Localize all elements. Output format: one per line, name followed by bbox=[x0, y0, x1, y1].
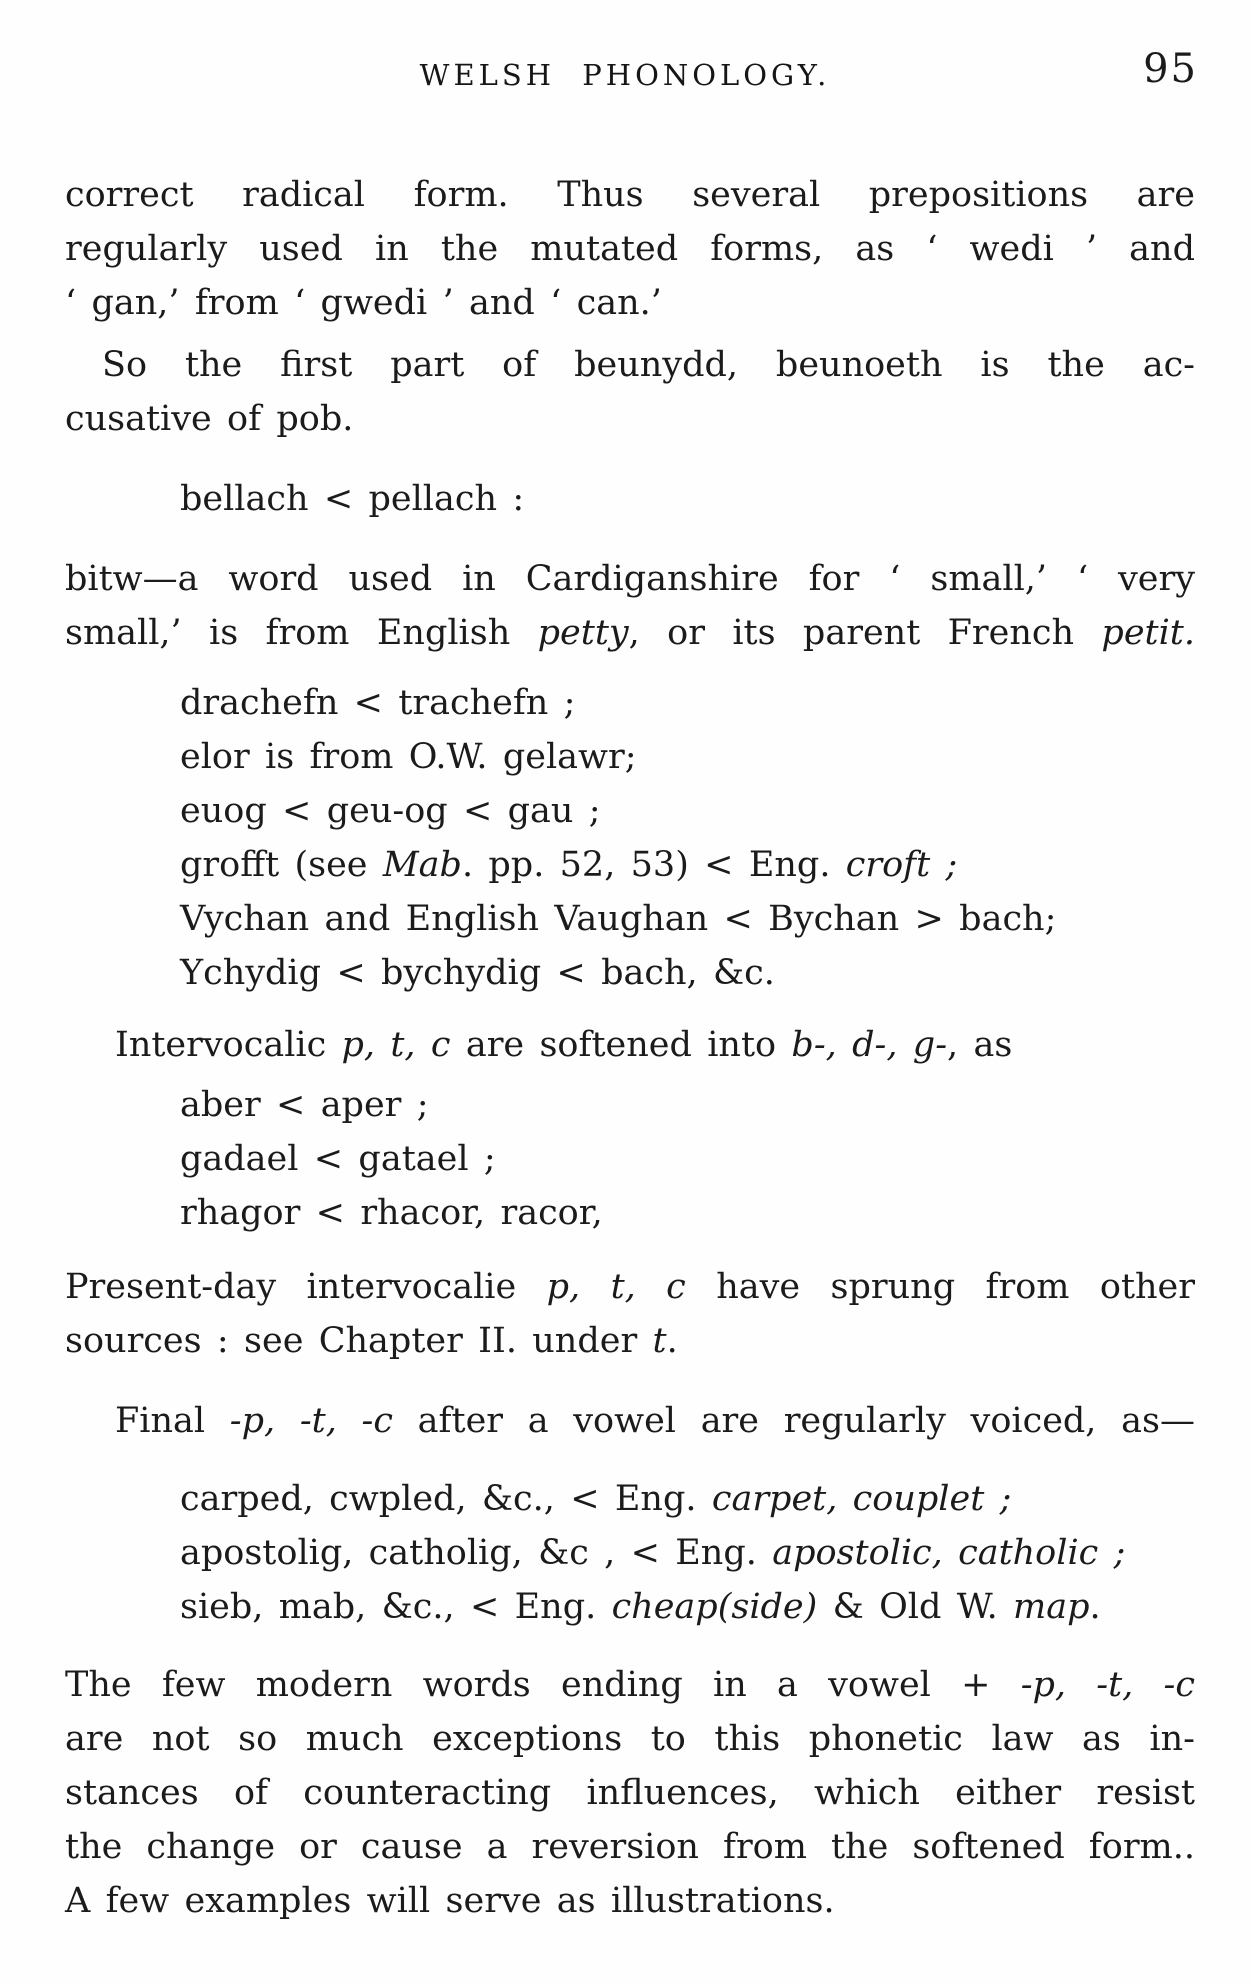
text-run: , as bbox=[947, 1025, 1013, 1065]
text-line bbox=[115, 1394, 1195, 1448]
text-run: correct radical form. Thus several prepositions are bbox=[65, 175, 1195, 215]
text-line bbox=[65, 1314, 1195, 1368]
italic-text-run: -p, -t, -c bbox=[229, 1401, 393, 1441]
page-number: 95 bbox=[1143, 46, 1198, 92]
text-run: Vychan and English Vaughan < Bychan > bach; bbox=[180, 899, 1057, 939]
text-line bbox=[180, 784, 1195, 838]
text-run: A few examples will serve as illustrations. bbox=[65, 1881, 835, 1921]
text-run: carped, cwpled, &c., < Eng. bbox=[180, 1479, 712, 1519]
text-run: small,’ is from English bbox=[65, 613, 538, 653]
text-run: the change or cause a reversion from the softened form.. bbox=[65, 1827, 1195, 1867]
text-run: . bbox=[666, 1321, 678, 1361]
italic-text-run: carpet, couplet ; bbox=[711, 1479, 1012, 1519]
text-run: cusative of pob. bbox=[65, 399, 354, 439]
text-line bbox=[180, 946, 1195, 1000]
text-line bbox=[65, 1712, 1195, 1766]
text-run: euog < geu-og < gau ; bbox=[180, 791, 601, 831]
text-run: regularly used in the mutated forms, as ‘ wedi ’ and bbox=[65, 229, 1195, 269]
italic-text-run: b-, d-, g- bbox=[791, 1025, 948, 1065]
italic-text-run: p, t, c bbox=[341, 1025, 451, 1065]
text-run: Intervocalic bbox=[115, 1025, 342, 1065]
text-line bbox=[65, 392, 1195, 446]
text-line bbox=[180, 1132, 1195, 1186]
text-run: Ychydig < bychydig < bach, &c. bbox=[180, 953, 775, 993]
text-run: sources : see Chapter II. under bbox=[65, 1321, 653, 1361]
text-run: . bbox=[1089, 1587, 1101, 1627]
text-run: grofft (see bbox=[180, 845, 383, 885]
page-header bbox=[0, 0, 1250, 106]
text-line bbox=[102, 338, 1195, 392]
text-line bbox=[65, 1658, 1195, 1712]
text-line bbox=[65, 168, 1195, 222]
text-line bbox=[180, 1472, 1195, 1526]
italic-text-run: p, t, c bbox=[546, 1267, 686, 1307]
text-run: Present-day intervocalie bbox=[65, 1267, 547, 1307]
text-run: & Old W. bbox=[817, 1587, 1014, 1627]
text-line bbox=[65, 222, 1195, 276]
text-line bbox=[180, 838, 1195, 892]
text-run: are softened into bbox=[450, 1025, 792, 1065]
italic-text-run: t bbox=[652, 1321, 667, 1361]
text-run: bellach < pellach : bbox=[180, 479, 525, 519]
text-run: drachefn < trachefn ; bbox=[180, 683, 576, 723]
text-line bbox=[180, 472, 1195, 526]
page-body bbox=[65, 168, 1195, 1928]
text-line bbox=[65, 1260, 1195, 1314]
italic-text-run: cheap(side) bbox=[611, 1587, 818, 1627]
text-line bbox=[180, 730, 1195, 784]
text-run: are not so much exceptions to this phonetic law as in- bbox=[65, 1719, 1195, 1759]
text-line bbox=[180, 1186, 1195, 1240]
text-run: . pp. 52, 53) < Eng. bbox=[461, 845, 846, 885]
text-run: Final bbox=[115, 1401, 230, 1441]
text-line bbox=[180, 892, 1195, 946]
text-run: ‘ gan,’ from ‘ gwedi ’ and ‘ can.’ bbox=[65, 283, 662, 323]
text-line bbox=[65, 1820, 1195, 1874]
text-run: , or its parent French bbox=[628, 613, 1102, 653]
italic-text-run: croft ; bbox=[845, 845, 958, 885]
text-line bbox=[65, 552, 1195, 606]
running-title: WELSH PHONOLOGY. bbox=[419, 58, 831, 92]
text-run: sieb, mab, &c., < Eng. bbox=[180, 1587, 612, 1627]
text-run: after a vowel are regularly voiced, as— bbox=[392, 1401, 1195, 1441]
italic-text-run: petty bbox=[537, 613, 629, 653]
text-line bbox=[65, 1766, 1195, 1820]
text-line bbox=[65, 606, 1195, 660]
text-run: stances of counteracting influences, which either resist bbox=[65, 1773, 1195, 1813]
text-run: elor is from O.W. gelawr; bbox=[180, 737, 637, 777]
italic-text-run: apostolic, catholic ; bbox=[772, 1533, 1126, 1573]
text-run: aber < aper ; bbox=[180, 1085, 429, 1125]
text-run: apostolig, catholig, &c , < Eng. bbox=[180, 1533, 773, 1573]
text-run: So the first part of beunydd, beunoeth is the ac- bbox=[102, 345, 1195, 385]
text-run: rhagor < rhacor, racor, bbox=[180, 1193, 603, 1233]
italic-text-run: -p, -t, -c bbox=[1020, 1665, 1195, 1705]
text-line bbox=[180, 1078, 1195, 1132]
text-line bbox=[65, 1874, 1195, 1928]
text-line bbox=[180, 1526, 1195, 1580]
text-line bbox=[180, 676, 1195, 730]
text-line bbox=[180, 1580, 1195, 1634]
text-run: gadael < gatael ; bbox=[180, 1139, 496, 1179]
text-line bbox=[65, 276, 1195, 330]
italic-text-run: Mab bbox=[382, 845, 462, 885]
text-line bbox=[115, 1018, 1195, 1072]
italic-text-run: map bbox=[1013, 1587, 1090, 1627]
italic-text-run: petit. bbox=[1101, 613, 1195, 653]
text-run: bitw—a word used in Cardiganshire for ‘ small,’ ‘ very bbox=[65, 559, 1195, 599]
text-run: have sprung from other bbox=[685, 1267, 1195, 1307]
text-run: The few modern words ending in a vowel + bbox=[65, 1665, 1021, 1705]
